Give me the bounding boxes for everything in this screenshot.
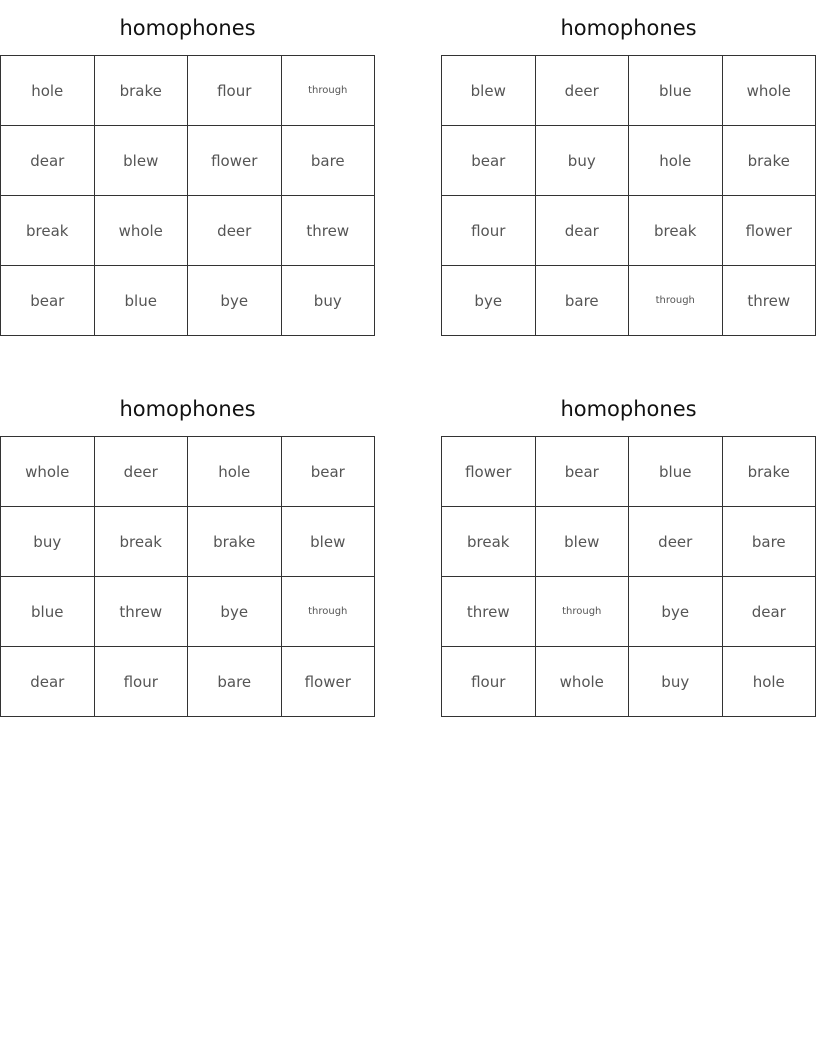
grid-cell: brake [94,56,188,126]
grid-cell: through [281,577,375,647]
grid-cell: break [1,196,95,266]
grid-cell: bye [629,577,723,647]
bingo-grid [0,436,375,717]
grid-cell: through [535,577,629,647]
grid-row [1,266,375,336]
grid-cell: blew [442,56,536,126]
grid-cell: deer [535,56,629,126]
grid-cell: dear [535,196,629,266]
grid-cell: buy [535,126,629,196]
grid-row [442,196,816,266]
grid-cell: bare [188,647,282,717]
grid-cell: deer [629,507,723,577]
grid-cell: deer [94,437,188,507]
grid-cell: buy [1,507,95,577]
grid-cell: hole [188,437,282,507]
card-title: homophones [119,16,256,40]
grid-cell: whole [722,56,816,126]
grid-cell: flower [722,196,816,266]
grid-cell: break [94,507,188,577]
grid-cell: hole [629,126,723,196]
grid-cell: flour [442,647,536,717]
grid-cell: buy [629,647,723,717]
card-title: homophones [119,397,256,421]
grid-cell: threw [722,266,816,336]
grid-cell: flower [188,126,282,196]
grid-cell: through [629,266,723,336]
grid-cell: threw [442,577,536,647]
grid-cell: bye [442,266,536,336]
grid-cell: flour [442,196,536,266]
grid-cell: blew [281,507,375,577]
bingo-grid [441,436,816,717]
grid-row [1,577,375,647]
grid-row [1,507,375,577]
grid-cell: blue [1,577,95,647]
grid-row [442,437,816,507]
grid-cell: flour [188,56,282,126]
grid-row [442,507,816,577]
bingo-grid [441,55,816,336]
grid-row [1,56,375,126]
grid-cell: blew [94,126,188,196]
grid-cell: bear [535,437,629,507]
grid-cell: bear [442,126,536,196]
grid-cell: bear [281,437,375,507]
grid-cell: blue [629,56,723,126]
grid-cell: brake [722,437,816,507]
grid-row [1,196,375,266]
grid-cell: brake [188,507,282,577]
grid-row [442,577,816,647]
grid-cell: bare [281,126,375,196]
grid-cell: flower [442,437,536,507]
grid-cell: blue [629,437,723,507]
grid-cell: break [629,196,723,266]
grid-cell: blue [94,266,188,336]
grid-cell: through [281,56,375,126]
grid-cell: brake [722,126,816,196]
bingo-grid [0,55,375,336]
grid-row [442,266,816,336]
grid-cell: whole [94,196,188,266]
grid-cell: threw [94,577,188,647]
card-title: homophones [560,16,697,40]
grid-cell: bye [188,577,282,647]
grid-row [1,647,375,717]
grid-cell: flower [281,647,375,717]
grid-cell: dear [1,647,95,717]
grid-cell: blew [535,507,629,577]
grid-cell: whole [535,647,629,717]
grid-cell: bare [722,507,816,577]
grid-cell: bye [188,266,282,336]
grid-row [442,126,816,196]
grid-cell: whole [1,437,95,507]
grid-cell: flour [94,647,188,717]
grid-cell: buy [281,266,375,336]
grid-row [1,126,375,196]
grid-row [442,647,816,717]
card-title: homophones [560,397,697,421]
grid-cell: dear [1,126,95,196]
grid-row [1,437,375,507]
grid-cell: hole [722,647,816,717]
grid-cell: threw [281,196,375,266]
grid-row [442,56,816,126]
grid-cell: break [442,507,536,577]
grid-cell: dear [722,577,816,647]
grid-cell: deer [188,196,282,266]
grid-cell: bare [535,266,629,336]
grid-cell: hole [1,56,95,126]
grid-cell: bear [1,266,95,336]
